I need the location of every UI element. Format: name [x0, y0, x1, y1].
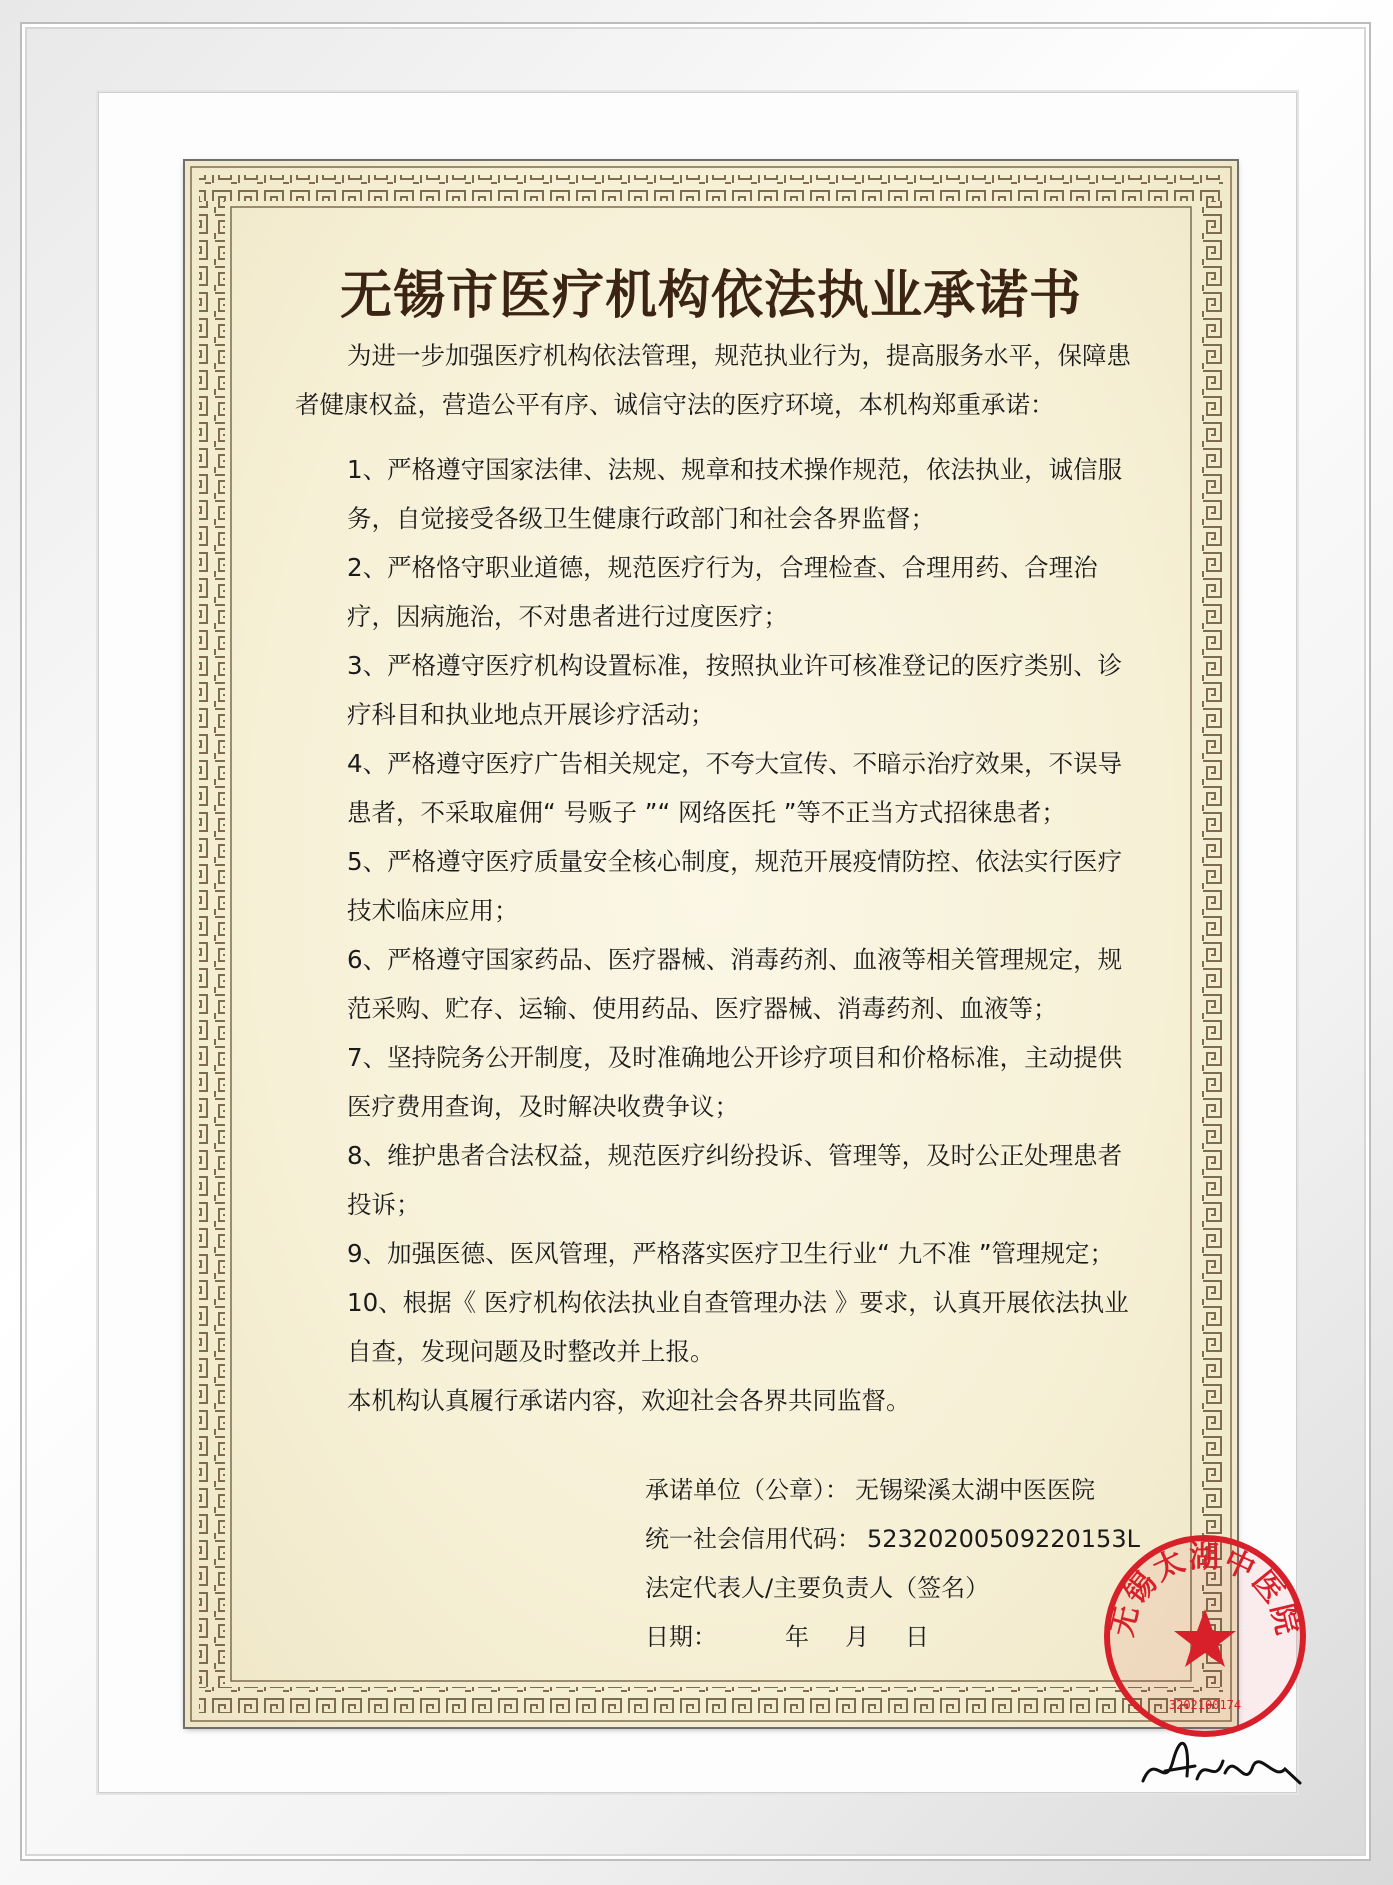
signature-block	[645, 1466, 1140, 1662]
certificate	[185, 161, 1306, 1727]
commitment-item: 5、严格遵守医疗质量安全核心制度，规范开展疫情防控、依法实行医疗技术临床应用；	[347, 847, 1123, 925]
seal-number: 3202100174	[1168, 1698, 1242, 1712]
unit-value: 无锡梁溪太湖中医医院	[855, 1476, 1095, 1504]
unit-line	[645, 1466, 1140, 1515]
unit-label: 承诺单位（公章）：	[645, 1476, 849, 1504]
credit-code-line	[645, 1515, 1140, 1564]
day-label: 日	[905, 1623, 929, 1651]
representative-label: 法定代表人/主要负责人（签名）	[645, 1574, 990, 1602]
commitment-item: 8、维护患者合法权益，规范医疗纠纷投诉、管理等，及时公正处理患者投诉；	[347, 1141, 1123, 1219]
commitment-item: 6、严格遵守国家药品、医疗器械、消毒药剂、血液等相关管理规定，规范采购、贮存、运输、使用药品、医疗器械、消毒药剂、血液等；	[347, 945, 1123, 1023]
credit-code-label: 统一社会信用代码：	[645, 1525, 861, 1553]
certificate-title: 无锡市医疗机构依法执业承诺书	[339, 266, 1082, 326]
seal-text: 无锡太湖中医院	[1104, 1540, 1306, 1640]
certificate-body	[295, 331, 1137, 1425]
commitment-item: 4、严格遵守医疗广告相关规定，不夸大宣传、不暗示治疗效果，不误导患者，不采取雇佣“ 号贩子 ”“ 网络医托 ”等不正当方式招徕患者；	[347, 749, 1123, 827]
date-line	[645, 1613, 1140, 1662]
commitment-item: 10、根据《 医疗机构依法执业自查管理办法 》要求，认真开展依法执业自查，发现问题及时整改并上报。	[347, 1288, 1129, 1366]
representative-line	[645, 1564, 1140, 1613]
commitment-item: 7、坚持院务公开制度，及时准确地公开诊疗项目和价格标准，主动提供医疗费用查询，及时解决收费争议；	[347, 1043, 1123, 1121]
credit-code-value: 52320200509220153L	[867, 1525, 1140, 1553]
intro-paragraph: 为进一步加强医疗机构依法管理，规范执业行为，提高服务水平，保障患者健康权益，营造公平有序、诚信守法的医疗环境，本机构郑重承诺：	[295, 341, 1131, 419]
year-label: 年	[785, 1623, 809, 1651]
commitment-item: 2、严格恪守职业道德，规范医疗行为，合理检查、合理用药、合理治疗，因病施治，不对患者进行过度医疗；	[347, 553, 1098, 631]
month-label: 月	[845, 1623, 869, 1651]
commitment-item: 3、严格遵守医疗机构设置标准，按照执业许可核准登记的医疗类别、诊疗科目和执业地点开展诊疗活动；	[347, 651, 1123, 729]
closing-statement: 本机构认真履行承诺内容，欢迎社会各界共同监督。	[347, 1386, 911, 1415]
commitment-item: 1、严格遵守国家法律、法规、规章和技术操作规范，依法执业，诚信服务，自觉接受各级卫生健康行政部门和社会各界监督；	[347, 455, 1123, 533]
handwritten-signature	[1135, 1731, 1305, 1801]
official-seal-icon	[1100, 1531, 1310, 1741]
date-label: 日期：	[645, 1623, 717, 1651]
commitment-item: 9、加强医德、医风管理，严格落实医疗卫生行业“ 九不准 ”管理规定；	[347, 1239, 1115, 1268]
